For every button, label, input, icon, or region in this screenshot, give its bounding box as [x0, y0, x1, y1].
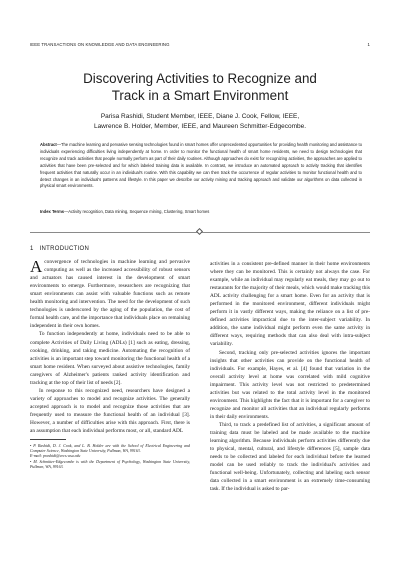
intro-paragraph-2: To function independently at home, individuals need to be able to complete Activities of Daily Living (ADLs) [1] such as eating, dressing, cooking, drinking, and taking medicine. Automating the recognition of activities is an important step toward monitoring the functional health of a smart home resident. When surveyed about assistive technologies, family caregivers of Alzheimer's patients ranked activity identification and tracking at the top of their list of needs [2]. [30, 331, 190, 386]
body-paragraph-2: Second, tracking only pre-selected activities ignores the important insights that other activities can provide on the functional health of individuals. For example, Hayes, et al. [4] found that variation in the overall activity level at home was correlated with mild cognitive impairment. This activity level was not restricted to predetermined activities but was related to the total activity level in the monitored environment. This highlights the fact that it is important for a caregiver to recognize and monitor all activities that an individual regularly performs in their daily environments. [210, 349, 370, 420]
section-heading [30, 245, 190, 253]
drop-cap: A [30, 257, 43, 277]
index-terms [40, 209, 362, 216]
intro-paragraph-3: In response to this recognized need, researchers have designed a variety of approaches to model and recognize activities. The generally accepted approach is to model and recognize those activities that are frequently used to measure the functional health of an individual [3]. However, a number of difficulties arise with this approach. First, there is an assumption that each individual performs most, or all, standard ADL [30, 387, 190, 435]
footnote-1-text: P. Rashidi, D. J. Cook, and L. B. Holder are with the School of Electrical Engineering and Computer Science, Washington State University, Pullman, WA, 99163. [30, 442, 190, 453]
page-number: 1 [367, 42, 370, 47]
body-paragraph-3: Third, to track a predefined list of activities, a significant amount of training data must be labeled and be made available to the machine learning algorithm. Because individuals perform activities differently due to physical, mental, cultural, and lifestyle differences [5], sample data needs to be collected and labeled for each individual before the learned model can be used reliably to track the individual's activities and functional well-being. Unfortunately, collecting and labeling such sensor data collected in a smart environment is an extremely time-consuming task. If the individual is asked to par- [210, 421, 370, 493]
footnote-affiliation-2: • M. Schmitter-Edgecombe is with the Department of Psychology, Washington State University, Pullman, WA, 99163. [30, 458, 190, 469]
footnote-rule [30, 439, 66, 440]
diamond-ornament [196, 228, 203, 235]
authors-line-2: Lawrence B. Holder, Member, IEEE, and Maureen Schmitter-Edgecombe. [93, 122, 307, 130]
abstract [40, 142, 362, 190]
author-list [0, 112, 400, 131]
journal-name: IEEE TRANSACTIONS ON KNOWLEDGE AND DATA ENGINEERING [30, 42, 170, 47]
body-paragraph-1: activities in a consistent pre-defined manner in their home environments where they can be monitored. This is certainly not always the case. For example, while an individual may regularly eat meals, they may go out to restaurants for the majority of their meals, which would make tracking this ADL activity challenging for a smart home. Even for an activity that is performed in the monitored environment, different individuals might perform it in vastly different ways, making the reliance on a list of pre-defined activities impractical due to the inter-subject variability. In addition, the same individual might perform even the same activity in different ways, requiring methods that can also deal with intra-subject variability. [210, 261, 370, 348]
footnote-affiliation-1: • P. Rashidi, D. J. Cook, and L. B. Holder are with the School of Electrical Engineering and Computer Science, Washington State University, Pullman, WA, 99163. E-mail: prashidi@eecs.wsu.edu [30, 442, 190, 459]
intro-paragraph-1 [30, 258, 190, 330]
title-line-1: Discovering Activities to Recognize and [83, 71, 317, 86]
authors-line-1: Parisa Rashidi, Student Member, IEEE, Diane J. Cook, Fellow, IEEE, [100, 113, 300, 120]
section-title: INTRODUCTION [39, 246, 90, 252]
right-column [210, 260, 370, 493]
intro-paragraph-1-text: convergence of technologies in machine learning and pervasive computing as well as the increased accessibility of robust sensors and actuators has caused interest in the development of smart environments to emerge. Furthermore, researchers are recognizing that smart environments can assist with valuable functions such as remote health monitoring and intervention. The need for the development of such technologies is underscored by the aging of the population, the cost of formal health care, and the importance that individuals place on remaining independent in their own homes. [30, 259, 190, 330]
abstract-text: —The machine learning and pervasive sensing technologies found in smart homes offer unprecedented opportunities for providing health monitoring and assistance to individuals experiencing difficulties living independently at home. In order to monitor the functional health of smart home residents, we need to design technologies that recognize and track activities that people normally perform as part of their daily routines. Although approaches do exist for recognizing activities, the approaches are applied to activities that have been pre-selected and for which labeled training data is available. In contrast, we introduce an automated approach to activity tracking that identifies frequent activities that naturally occur in an individual's routine. With this capability we can then track the occurrence of regular activities to monitor functional health and to detect changes in an individual's patterns and lifestyle. In this paper we describe our activity mining and tracking approach and validate our algorithms on data collected in physical smart environments. [40, 142, 362, 189]
abstract-label: Abstract [40, 142, 57, 147]
index-terms-text: —Activity recognition, Data mining, Sequence mining, Clustering, Smart homes [64, 209, 210, 214]
index-terms-label: Index Terms [40, 209, 65, 214]
section-number: 1 [30, 246, 34, 252]
running-header [30, 42, 370, 52]
title-line-2: Track in a Smart Environment [111, 88, 289, 103]
footnote-2-text: M. Schmitter-Edgecombe is with the Department of Psychology, Washington State University, Pullman, WA, 99163. [30, 458, 190, 469]
left-column [30, 245, 190, 469]
paper-title [0, 70, 400, 104]
footnote-email: E-mail: prashidi@eecs.wsu.edu [30, 453, 81, 459]
